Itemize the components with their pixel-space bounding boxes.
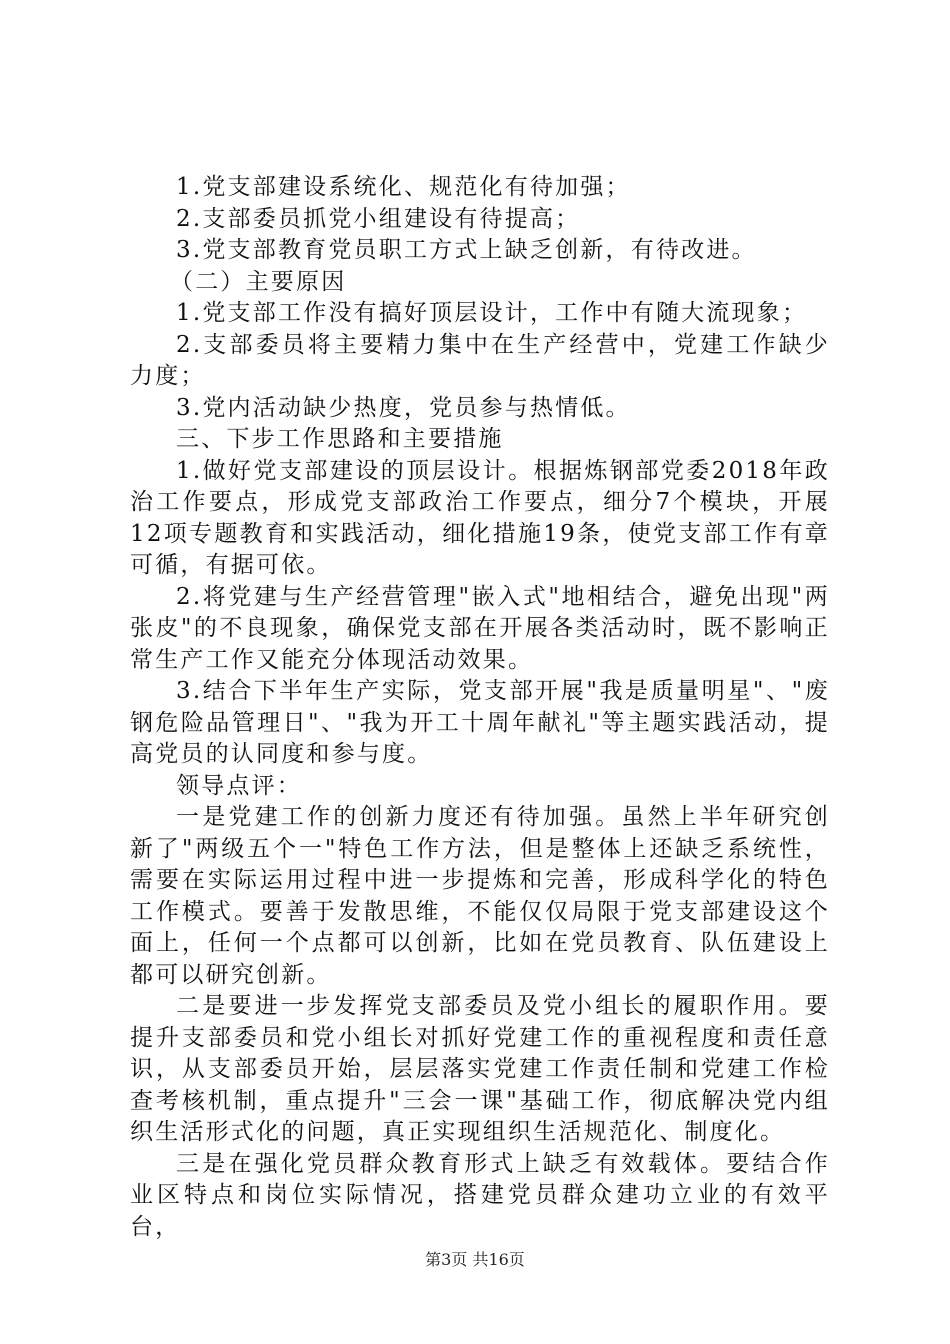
paragraph-measure-3: 3.结合下半年生产实际，党支部开展"我是质量明星"、"废钢危险品管理日"、"我为开工十周年献礼"等主题实践活动，提高党员的认同度和参与度。: [130, 678, 830, 767]
paragraph-reason-1: 1.党支部工作没有搞好顶层设计，工作中有随大流现象；: [176, 300, 808, 326]
paragraph-comment-3: 三是在强化党员群众教育形式上缺乏有效载体。要结合作业区特点和岗位实际情况，搭建党员群众建功立业的有效平台，: [130, 1150, 830, 1240]
paragraph-measure-2: 2.将党建与生产经营管理"嵌入式"地相结合，避免出现"两张皮"的不良现象，确保党支部在开展各类活动时，既不影响正常生产工作又能充分体现活动效果。: [130, 583, 830, 673]
paragraph-measure-1: 1.做好党支部建设的顶层设计。根据炼钢部党委2018年政治工作要点，形成党支部政治工作要点，细分7个模块，开展12项专题教育和实践活动，细化措施19条，使党支部工作有章可循，有据可依。: [130, 457, 830, 578]
paragraph-issue-1: 1.党支部建设系统化、规范化有待加强；: [176, 174, 631, 200]
paragraph-issue-2: 2.支部委员抓党小组建设有待提高；: [176, 205, 581, 232]
heading-leader-comments: 领导点评：: [176, 772, 302, 799]
page-footer: 第3页 共16页: [425, 1250, 525, 1269]
heading-next-steps: 三、下步工作思路和主要措施: [176, 426, 504, 452]
paragraph-comment-2: 二是要进一步发挥党支部委员及党小组长的履职作用。要提升支部委员和党小组长对抓好党建工作的重视程度和责任意识，从支部委员开始，层层落实党建工作责任制和党建工作检查考核机制，重点提升"三会一课"基础工作，彻底解决党内组织生活形式化的问题，真正实现组织生活规范化、制度化。: [130, 993, 830, 1145]
document-body: [130, 172, 830, 1243]
paragraph-reason-2: 2.支部委员将主要精力集中在生产经营中，党建工作缺少力度；: [130, 331, 830, 389]
paragraph-issue-3: 3.党支部教育党员职工方式上缺乏创新，有待改进。: [176, 237, 757, 263]
heading-main-reasons: （二）主要原因: [170, 268, 347, 295]
paragraph-reason-3: 3.党内活动缺少热度，党员参与热情低。: [176, 394, 631, 421]
paragraph-comment-1: 一是党建工作的创新力度还有待加强。虽然上半年研究创新了"两级五个一"特色工作方法，但是整体上还缺乏系统性，需要在实际运用过程中进一步提炼和完善，形成科学化的特色工作模式。要善于发散思维，不能仅仅局限于党支部建设这个面上，任何一个点都可以创新，比如在党员教育、队伍建设上都可以研究创新。: [130, 804, 830, 988]
